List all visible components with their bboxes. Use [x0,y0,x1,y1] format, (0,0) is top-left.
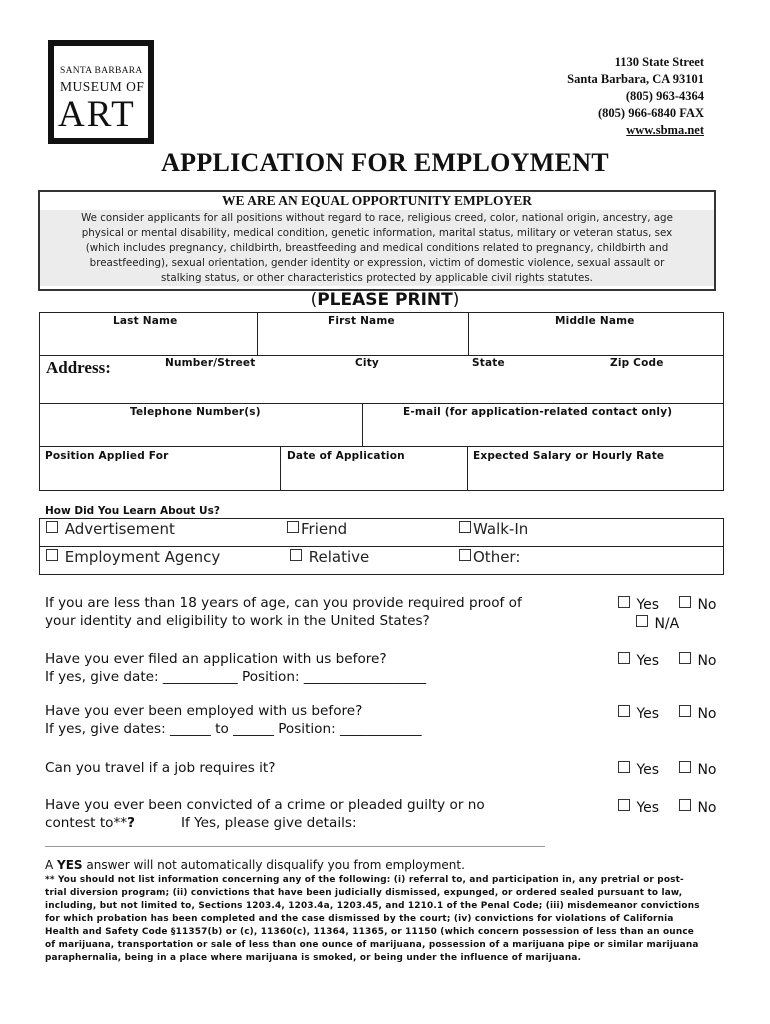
checkbox-advertisement[interactable]: Advertisement [46,520,175,538]
expected-salary-field[interactable]: Expected Salary or Hourly Rate [473,450,665,462]
conviction-details-line[interactable] [45,846,545,847]
eeo-line: (which includes pregnancy, childbirth, breastfeeding and medical conditions related to pregnancy, childbirth and [85,242,669,254]
eeo-heading: WE ARE AN EQUAL OPPORTUNITY EMPLOYER [222,193,532,208]
checkbox-icon [290,549,302,561]
logo-line-2: MUSEUM OF [60,79,145,94]
yes-checkbox[interactable]: Yes [618,761,659,778]
eeo-line: stalking status, or other characteristics protected by applicable civil rights statutes. [161,272,593,284]
street-address: 1130 State Street [614,55,704,69]
checkbox-employment-agency[interactable]: Employment Agency [46,548,220,566]
checkbox-icon [287,521,299,533]
eeo-line: physical or mental disability, medical condition, genetic information, marital status, military or veteran status, sex [81,227,673,239]
no-checkbox[interactable]: No [679,761,717,778]
checkbox-icon [636,615,648,627]
eeo-line: breastfeeding), sexual orientation, gender identity or expression, victim of domestic violence, sexual assault or [89,257,665,269]
last-name-field[interactable]: Last Name [113,315,178,327]
please-print-heading: (PLEASE PRINT) [310,290,460,310]
logo-line-1: SANTA BARBARA [60,66,143,76]
yes-answer-note: A YES answer will not automatically disqualify you from employment. [45,858,465,872]
checkbox-icon [46,549,58,561]
no-checkbox[interactable]: No [679,705,717,722]
position-field[interactable]: Position Applied For [45,450,169,462]
checkbox-icon [618,761,630,773]
state-field[interactable]: State [472,357,505,369]
website-link[interactable]: www.sbma.net [626,123,704,137]
no-checkbox[interactable]: No [679,596,717,613]
checkbox-friend[interactable]: Friend [287,520,347,538]
city-state-zip: Santa Barbara, CA 93101 [567,72,704,86]
middle-name-field[interactable]: Middle Name [555,315,635,327]
fax-number: (805) 966-6840 FAX [598,106,704,120]
checkbox-icon [679,761,691,773]
checkbox-icon [46,521,58,533]
address-label: Address: [46,358,111,377]
yes-checkbox[interactable]: Yes [618,596,659,613]
question-proof-of-eligibility: If you are less than 18 years of age, can you provide required proof of your identity and eligibility to work in the United States? [45,595,522,629]
checkbox-icon [679,652,691,664]
checkbox-icon [618,799,630,811]
question-employed-before: Have you ever been employed with us before? If yes, give dates: ______ to ______ Position: ____________ [45,703,422,737]
learn-about-us-heading: How Did You Learn About Us? [45,505,220,517]
no-checkbox[interactable]: No [679,799,717,816]
telephone-field[interactable]: Telephone Number(s) [130,406,261,418]
no-checkbox[interactable]: No [679,652,717,669]
checkbox-icon [679,799,691,811]
na-checkbox[interactable]: N/A [636,615,679,632]
checkbox-icon [618,596,630,608]
checkbox-other[interactable]: Other: [459,548,520,566]
checkbox-icon [618,705,630,717]
yes-checkbox[interactable]: Yes [618,652,659,669]
logo-line-3: ART [58,94,136,135]
checkbox-icon [618,652,630,664]
museum-logo [48,40,154,144]
checkbox-relative[interactable]: Relative [290,548,369,566]
checkbox-icon [679,596,691,608]
yes-checkbox[interactable]: Yes [618,799,659,816]
page-title: APPLICATION FOR EMPLOYMENT [161,148,609,177]
yes-checkbox[interactable]: Yes [618,705,659,722]
zip-code-field[interactable]: Zip Code [610,357,664,369]
checkbox-icon [459,521,471,533]
checkbox-icon [679,705,691,717]
question-travel: Can you travel if a job requires it? [45,760,276,776]
phone-number: (805) 963-4364 [625,89,704,103]
city-field[interactable]: City [355,357,379,369]
email-field[interactable]: E-mail (for application-related contact only) [403,406,673,418]
conviction-fine-print: ** You should not list information concerning any of the following: (i) referral to, and participation in, any pretrial or post-trial diversion program; (ii) convictions that have been judicially dismissed, expunged, or ordered sealed pursuant to law, including, but not limited to, Sections 1203.4, 1203.4a, 1203.45, and 1210.1 of the Penal Code; (iii) misdemeanor convictions for which probation has been completed and the case dismissed by the court; (iv) convictions for violations of California Health and Safety Code §11357(b) or (c), 11360(c), 11364, 11365, or 11150 (which concern possession of less than an ounce of marijuana, transportation or sale of less than one ounce of marijuana, possession of a marijuana pipe or similar marijuana paraphernalia, being in a place where marijuana is smoked, or being under the influence of marijuana. [45,875,700,963]
eeo-line: We consider applicants for all positions without regard to race, religious creed, color, national origin, ancestry, age [81,212,673,224]
first-name-field[interactable]: First Name [328,315,395,327]
contact-block [567,54,704,139]
question-filed-before: Have you ever filed an application with us before? If yes, give date: ___________ Position: __________________ [45,651,427,685]
checkbox-icon [459,549,471,561]
number-street-field[interactable]: Number/Street [165,357,256,369]
checkbox-walk-in[interactable]: Walk-In [459,520,528,538]
date-of-application-field[interactable]: Date of Application [287,450,405,462]
question-convicted: Have you ever been convicted of a crime or pleaded guilty or no contest to**? If Yes, please give details: [45,797,485,831]
eeo-statement [40,210,714,286]
